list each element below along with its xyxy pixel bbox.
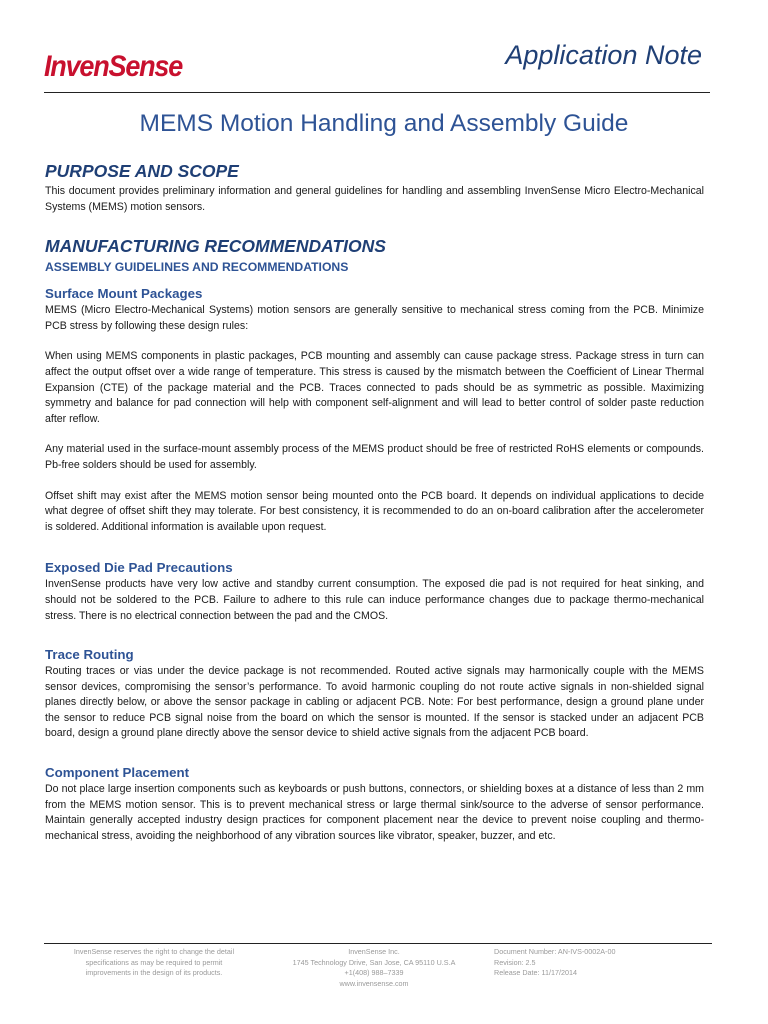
section-heading-purpose: PURPOSE AND SCOPE <box>45 161 239 181</box>
heading-trace-routing: Trace Routing <box>45 647 134 663</box>
footer-company-name: InvenSense Inc. <box>348 947 400 956</box>
footer-address: 1745 Technology Drive, San Jose, CA 95110 U.S.A <box>292 957 456 967</box>
heading-component-placement: Component Placement <box>45 765 190 781</box>
header-divider <box>44 92 710 93</box>
heading-exposed-die-pad: Exposed Die Pad Precautions <box>45 560 233 576</box>
purpose-paragraph: This document provides preliminary information and general guidelines for handling and assembling InvenSense Micro Electro-Mechanical Systems (MEMS) motion sensors. <box>45 185 704 213</box>
exposed-die-paragraph: InvenSense products have very low active and standby current consumption. The exposed die pad is not required for heat sinking, and should not be soldered to the PCB. Failure to adhere to this rule can induce performance changes due to package thermo-mechanical stress. There is no electrical connection between the pad and the CMOS. <box>45 578 704 622</box>
footer-disclaimer-line: specifications as may be required to permit <box>85 957 223 967</box>
footer-document-info <box>494 947 714 979</box>
footer-document-number: Document Number: AN-IVS-0002A-00 <box>494 947 616 956</box>
subsection-heading-assembly: ASSEMBLY GUIDELINES AND RECOMMENDATIONS <box>45 260 349 275</box>
invensense-logo: InvenSense <box>44 50 183 83</box>
document-type-label: Application Note <box>505 40 702 70</box>
footer-disclaimer <box>44 947 264 979</box>
footer-company-info <box>264 947 484 989</box>
page-title: MEMS Motion Handling and Assembly Guide <box>139 110 629 137</box>
footer-disclaimer-line: InvenSense reserves the right to change the detail <box>73 947 235 956</box>
surface-mount-paragraph-3: Any material used in the surface-mount assembly process of the MEMS product should be free of restricted RoHS elements or compounds. Pb-free solders should be used for assembly. <box>45 443 704 471</box>
component-placement-paragraph: Do not place large insertion components such as keyboards or push buttons, connectors, or shielding boxes at a distance of less than 2 mm from the MEMS motion sensor. This is to prevent mechanical stress or large thermal sink/source to the adverse of sensor performance. Maintain generally accepted industry design practices for component placement near the device to prevent noise coupling and thermo-mechanical stress, avoiding the neighborhood of any vibration sources like vibrator, speaker, buzzer, and etc. <box>45 783 704 842</box>
section-heading-manufacturing: MANUFACTURING RECOMMENDATIONS <box>45 236 386 257</box>
surface-mount-paragraph-2: When using MEMS components in plastic packages, PCB mounting and assembly can cause package stress. Package stress in turn can affect the output offset over a wide range of temperature. This stress is caused by the mismatch between the Coefficient of Linear Thermal Expansion (CTE) of the package material and the PCB. Traces connected to pads should be as symmetric as possible. Maximizing symmetry and balance for pad connection will help with component self-alignment and will lead to better control of solder paste reduction after reflow. <box>45 350 704 425</box>
surface-mount-paragraph-1: MEMS (Micro Electro-Mechanical Systems) motion sensors are generally sensitive to mechanical stress coming from the PCB. Minimize PCB stress by following these design rules: <box>45 304 704 332</box>
footer-release-date: Release Date: 11/17/2014 <box>494 968 577 978</box>
footer-divider <box>44 943 712 944</box>
heading-surface-mount: Surface Mount Packages <box>45 286 203 302</box>
footer-revision: Revision: 2.5 <box>494 957 536 967</box>
footer-website-link[interactable]: www.invensense.com <box>339 978 409 988</box>
footer-disclaimer-line: improvements in the design of its products. <box>85 968 223 978</box>
surface-mount-paragraph-4: Offset shift may exist after the MEMS motion sensor being mounted onto the PCB board. It depends on individual applications to decide what degree of offset shift they may tolerate. For best consistency, it is recommended to do an on-board calibration after the accelerometer is soldered. Additional information is available upon request. <box>45 489 704 533</box>
trace-routing-paragraph: Routing traces or vias under the device package is not recommended. Routed active signals may harmonically couple with the MEMS sensor devices, compromising the sensor’s performance. To avoid harmonic coupling do not route active signals in non-shielded signal planes directly below, or above the sensor package in cabling or adjacent PCB. Note: For best performance, design a ground plane under the sensor to reduce PCB signal noise from the board on which the sensor is mounted. If the sensor is stacked under an adjacent PCB board, design a ground plane directly above the sensor device to shield active signals from the adjacent PCB board. <box>45 665 704 740</box>
document-body <box>45 160 704 844</box>
footer-phone: +1(408) 988–7339 <box>344 968 404 978</box>
